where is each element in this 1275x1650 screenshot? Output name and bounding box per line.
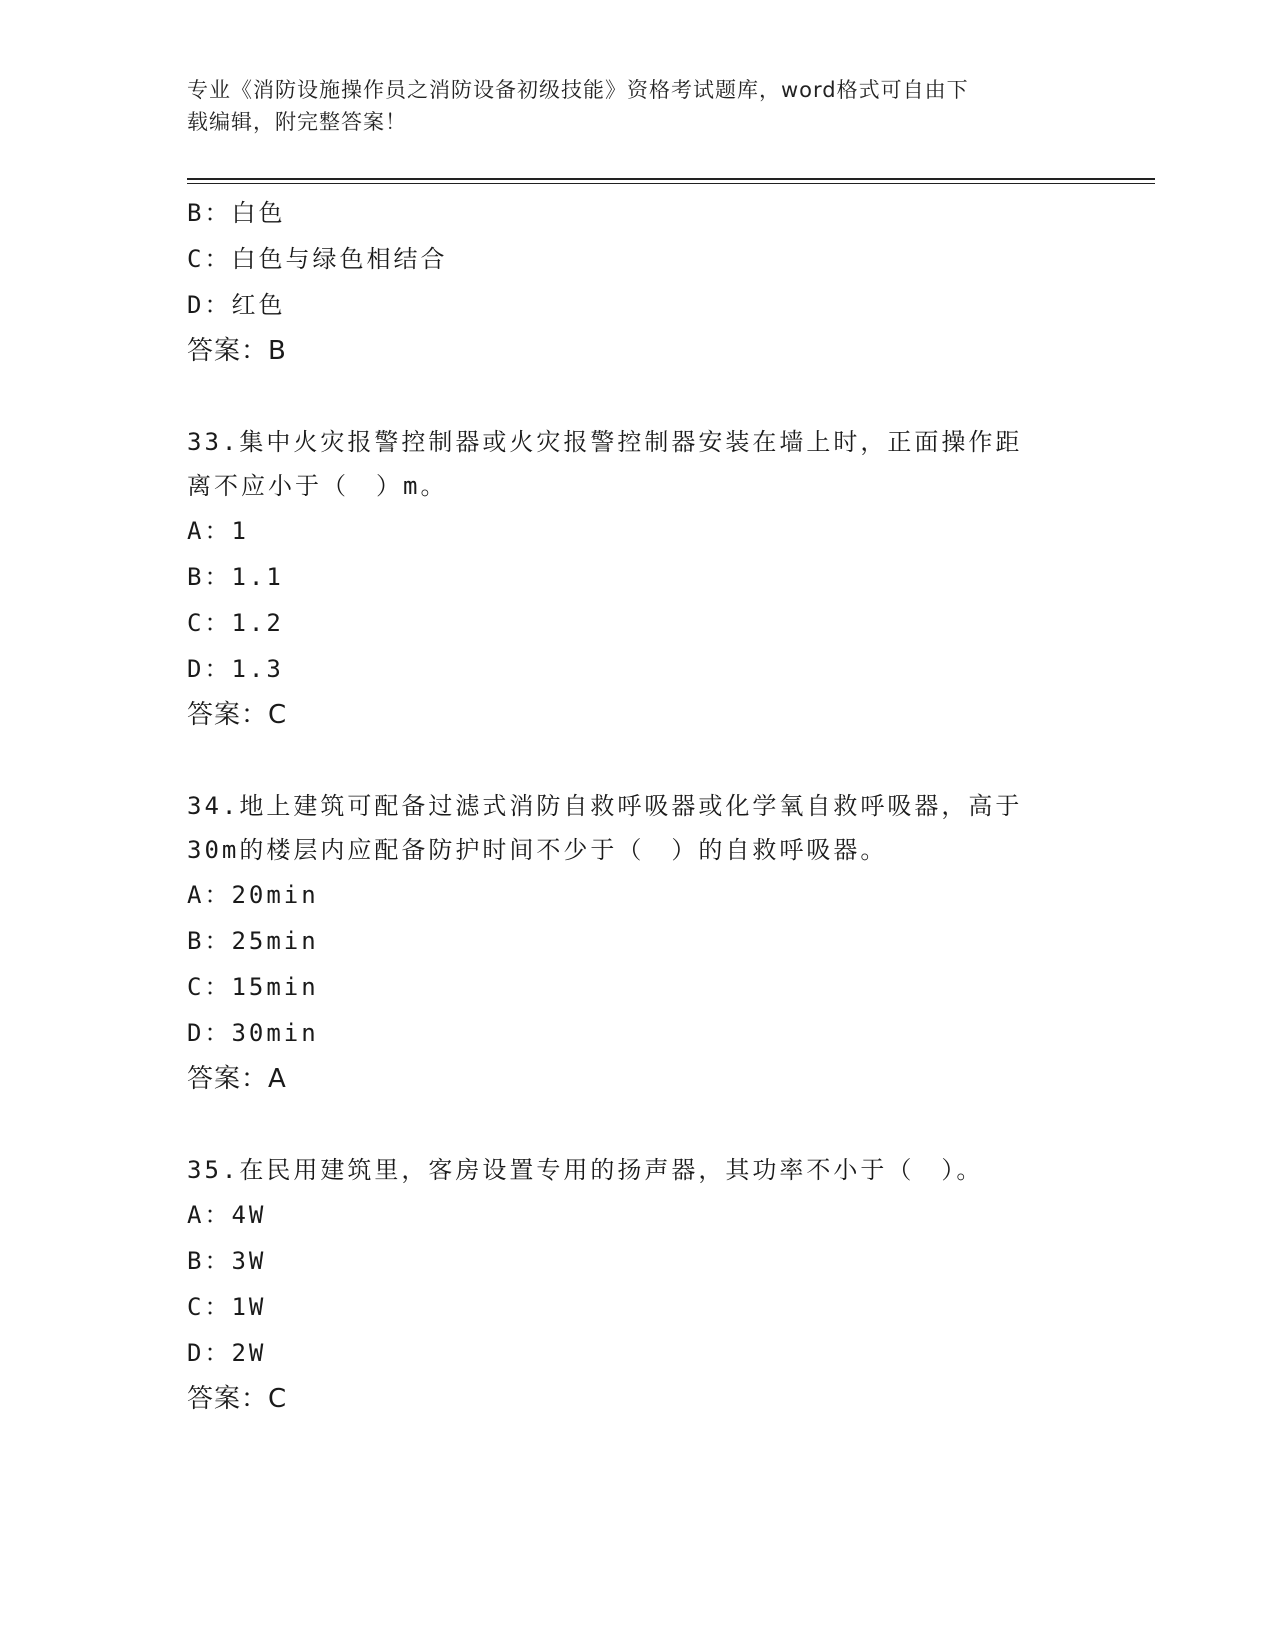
option-a <box>187 508 1087 554</box>
option-letter: B： <box>187 1247 232 1275</box>
question-33 <box>187 420 1087 738</box>
spacer <box>187 374 1087 420</box>
option-d <box>187 1010 1087 1056</box>
option-a <box>187 1192 1087 1238</box>
option-text: 白色 <box>231 199 286 227</box>
header-line-1: 专业《消防设施操作员之消防设备初级技能》资格考试题库，word格式可自由下 <box>187 78 969 102</box>
option-d <box>187 646 1087 692</box>
option-c <box>187 964 1087 1010</box>
option-letter: B： <box>187 563 232 591</box>
header-divider-thick <box>187 178 1155 180</box>
option-c <box>187 1284 1087 1330</box>
question-text-line: 33.集中火灾报警控制器或火灾报警控制器安装在墙上时，正面操作距 <box>187 428 1023 456</box>
option-letter: D： <box>187 655 232 683</box>
option-text: 1W <box>231 1293 267 1321</box>
option-text: 30min <box>231 1019 319 1047</box>
option-text: 3W <box>231 1247 267 1275</box>
option-letter: A： <box>187 517 232 545</box>
option-d <box>187 1330 1087 1376</box>
option-text: 15min <box>231 973 319 1001</box>
option-text: 25min <box>231 927 319 955</box>
question-35 <box>187 1148 1087 1422</box>
answer-line: 答案：B <box>187 336 287 366</box>
option-letter: A： <box>187 1201 232 1229</box>
option-letter: D： <box>187 291 232 319</box>
option-a <box>187 872 1087 918</box>
option-text: 2W <box>231 1339 267 1367</box>
question-text <box>187 784 1077 872</box>
option-c <box>187 236 1087 282</box>
spacer <box>187 1102 1087 1148</box>
option-d <box>187 282 1087 328</box>
option-letter: D： <box>187 1019 232 1047</box>
document-header <box>187 74 1077 138</box>
option-letter: B： <box>187 199 232 227</box>
question-34 <box>187 784 1087 1102</box>
question-fragment <box>187 190 1087 374</box>
option-text: 20min <box>231 881 319 909</box>
option-letter: C： <box>187 1293 232 1321</box>
option-text: 1.3 <box>231 655 284 683</box>
option-b <box>187 190 1087 236</box>
answer-line: 答案：C <box>187 1384 288 1414</box>
option-text: 1.1 <box>231 563 284 591</box>
question-text-line: 离不应小于（ ）m。 <box>187 472 448 500</box>
option-letter: B： <box>187 927 232 955</box>
option-letter: C： <box>187 973 232 1001</box>
question-list <box>187 190 1087 1422</box>
option-text: 4W <box>231 1201 267 1229</box>
answer-line: 答案：A <box>187 1064 287 1094</box>
option-letter: C： <box>187 245 232 273</box>
question-text <box>187 1148 1077 1192</box>
option-letter: C： <box>187 609 232 637</box>
header-divider-thin <box>187 183 1155 184</box>
option-c <box>187 600 1087 646</box>
option-text: 1 <box>231 517 249 545</box>
question-text-line: 35.在民用建筑里，客房设置专用的扬声器，其功率不小于（ ）。 <box>187 1156 984 1184</box>
option-b <box>187 918 1087 964</box>
header-line-2: 载编辑，附完整答案！ <box>187 110 407 134</box>
option-b <box>187 554 1087 600</box>
spacer <box>187 738 1087 784</box>
option-text: 红色 <box>231 291 286 319</box>
option-text: 白色与绿色相结合 <box>231 245 448 273</box>
option-letter: A： <box>187 881 232 909</box>
answer-line: 答案：C <box>187 700 288 730</box>
option-letter: D： <box>187 1339 232 1367</box>
question-text-line: 30m的楼层内应配备防护时间不少于（ ）的自救呼吸器。 <box>187 836 888 864</box>
question-text <box>187 420 1077 508</box>
option-b <box>187 1238 1087 1284</box>
question-text-line: 34.地上建筑可配备过滤式消防自救呼吸器或化学氧自救呼吸器，高于 <box>187 792 1023 820</box>
option-text: 1.2 <box>231 609 284 637</box>
